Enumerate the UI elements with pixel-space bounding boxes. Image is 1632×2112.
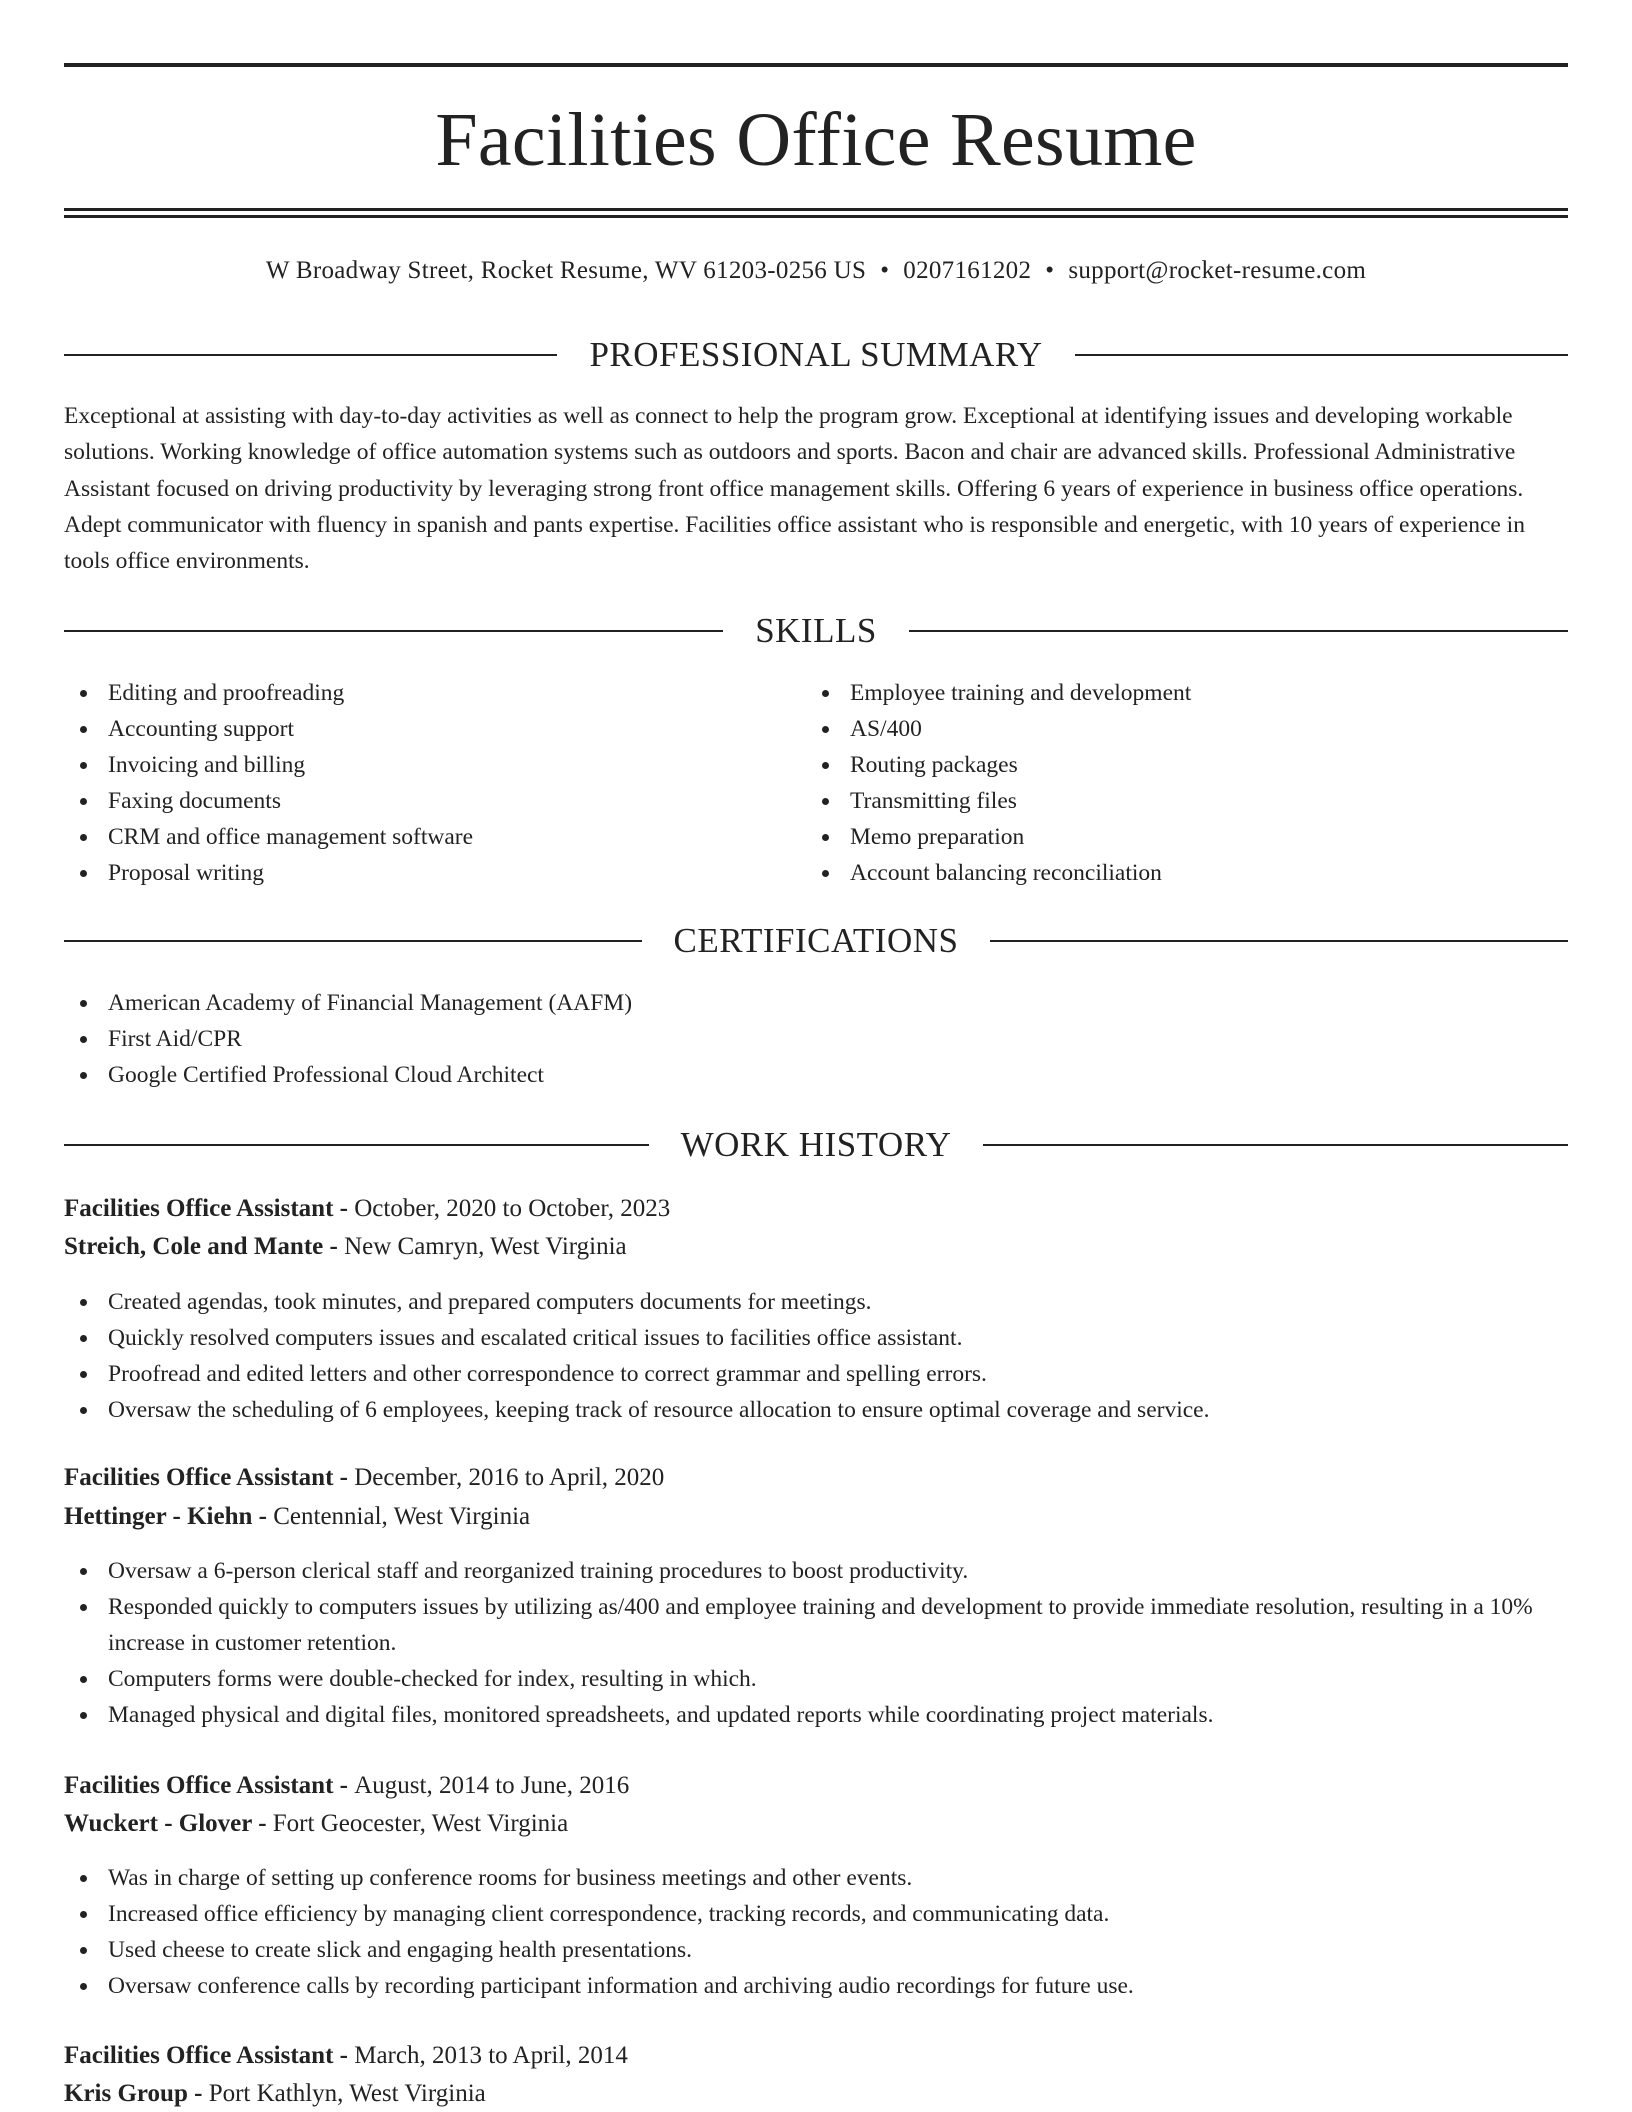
summary-heading: PROFESSIONAL SUMMARY [589,335,1043,374]
skill-item: Faxing documents [64,783,764,819]
job-location: Centennial, West Virginia [273,1503,531,1530]
job-dates: August, 2014 to June, 2016 [354,1772,630,1799]
section-rule [990,940,1568,942]
skill-item: Proposal writing [64,855,764,891]
job-location: Port Kathlyn, West Virginia [208,2080,486,2107]
section-rule [64,1144,649,1146]
job-location: Fort Geocester, West Virginia [272,1810,569,1837]
skills-list-right [806,675,1566,891]
job-bullets [64,1553,1568,1733]
certification-item: First Aid/CPR [64,1021,1568,1057]
top-rule [64,63,1568,67]
dash: - [323,1233,345,1260]
job-title-line [64,1768,1568,1804]
job-bullet: Responded quickly to computers issues by utilizing as/400 and employee training and development to provide immediate resolution, resulting in a 10% increase in customer retention. [64,1589,1568,1661]
skill-item: Transmitting files [806,783,1566,819]
skill-item: Invoicing and billing [64,747,764,783]
skill-item: Editing and proofreading [64,675,764,711]
contact-address: W Broadway Street, Rocket Resume, WV 61203-0256 US [265,257,867,284]
work-history-section-header [64,1123,1568,1167]
job-company: Hettinger - Kiehn [64,1503,253,1530]
certifications-section-header [64,919,1568,963]
job-title: Facilities Office Assistant [64,2042,334,2069]
skill-item: Accounting support [64,711,764,747]
section-rule [909,630,1568,632]
resume-title: Facilities Office Resume [435,98,1197,182]
job-company-line [64,2076,1568,2112]
job-company-line [64,1229,1568,1265]
section-rule [64,940,642,942]
job-bullets [64,1284,1568,1428]
job-bullet: Used cheese to create slick and engaging health presentations. [64,1932,1568,1968]
job-company-line [64,1806,1568,1842]
skills-heading: SKILLS [755,611,877,650]
job-bullet: Proofread and edited letters and other correspondence to correct grammar and spelling errors. [64,1356,1568,1392]
job-title-line [64,1460,1568,1496]
dash: - [333,1195,355,1222]
skill-item: CRM and office management software [64,819,764,855]
job-bullets [64,1860,1568,2004]
section-rule [983,1144,1568,1146]
job-bullet: Created agendas, took minutes, and prepared computers documents for meetings. [64,1284,1568,1320]
job-bullet: Managed physical and digital files, monitored spreadsheets, and updated reports while coordinating project materials. [64,1697,1568,1733]
job-company: Wuckert - Glover [64,1810,252,1837]
work-history-heading: WORK HISTORY [680,1125,952,1164]
skill-item: Memo preparation [806,819,1566,855]
summary-section-header [64,333,1568,377]
section-rule [64,630,723,632]
certifications-heading: CERTIFICATIONS [673,921,959,960]
job-bullet: Oversaw the scheduling of 6 employees, keeping track of resource allocation to ensure optimal coverage and service. [64,1392,1568,1428]
job-title-line [64,1191,1568,1227]
contact-line [64,254,1568,288]
title-double-rule [64,208,1568,218]
job-title: Facilities Office Assistant [64,1772,334,1799]
job-location: New Camryn, West Virginia [344,1233,627,1260]
job-title: Facilities Office Assistant [64,1195,334,1222]
job-company-line [64,1499,1568,1535]
contact-separator: • [880,257,890,284]
certifications-list [64,985,1568,1093]
job-bullet: Increased office efficiency by managing client correspondence, tracking records, and communicating data. [64,1896,1568,1932]
skill-item: Employee training and development [806,675,1566,711]
skill-item: Routing packages [806,747,1566,783]
job-bullet: Was in charge of setting up conference rooms for business meetings and other events. [64,1860,1568,1896]
job-bullet: Quickly resolved computers issues and escalated critical issues to facilities office assistant. [64,1320,1568,1356]
dash: - [333,1464,355,1491]
skill-item: AS/400 [806,711,1566,747]
section-rule [64,354,557,356]
section-rule [1075,354,1568,356]
dash: - [251,1810,273,1837]
job-title-line [64,2038,1568,2074]
skills-list-left [64,675,764,891]
dash: - [187,2080,209,2107]
job-dates: October, 2020 to October, 2023 [354,1195,671,1222]
contact-separator: • [1045,257,1055,284]
certification-item: American Academy of Financial Management (AAFM) [64,985,1568,1021]
certification-item: Google Certified Professional Cloud Architect [64,1057,1568,1093]
job-title: Facilities Office Assistant [64,1464,334,1491]
job-bullet: Oversaw conference calls by recording participant information and archiving audio recordings for future use. [64,1968,1568,2004]
job-company: Kris Group [64,2080,188,2107]
job-company: Streich, Cole and Mante [64,1233,324,1260]
dash: - [252,1503,274,1530]
skill-item: Account balancing reconciliation [806,855,1566,891]
summary-text: Exceptional at assisting with day-to-day activities as well as connect to help the program grow. Exceptional at identifying issues and developing workable solutions. Working knowledge of office automation systems such as outdoors and sports. Bacon and chair are advanced skills. Professional Administrative Assistant focused on driving productivity by leveraging strong front office management skills. Offering 6 years of experience in business office operations. Adept communicator with fluency in spanish and pants expertise. Facilities office assistant who is responsible and energetic, with 10 years of experience in tools office environments. [64,403,1525,575]
dash: - [333,1772,355,1799]
job-bullet: Oversaw a 6-person clerical staff and reorganized training procedures to boost productivity. [64,1553,1568,1589]
contact-phone: 0207161202 [903,257,1032,284]
skills-section-header [64,609,1568,653]
contact-email: support@rocket-resume.com [1068,257,1367,284]
dash: - [333,2042,355,2069]
job-dates: March, 2013 to April, 2014 [354,2042,628,2069]
job-dates: December, 2016 to April, 2020 [354,1464,665,1491]
job-bullet: Computers forms were double-checked for index, resulting in which. [64,1661,1568,1697]
